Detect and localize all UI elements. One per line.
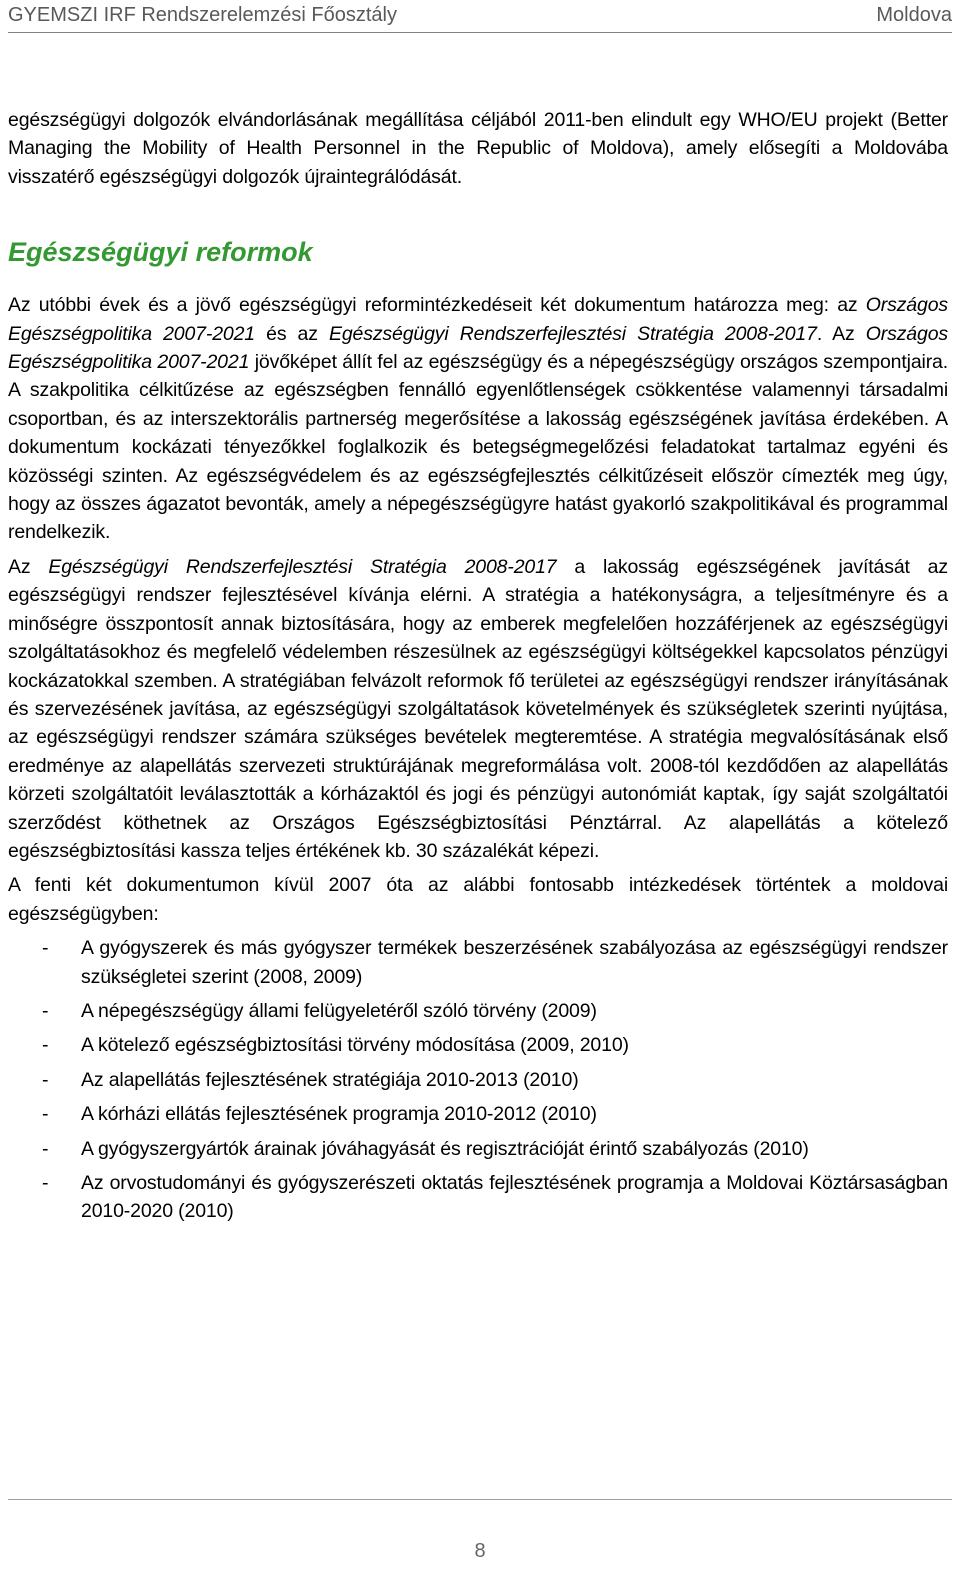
list-item-text: A gyógyszergyártók árainak jóváhagyását és regisztrációját érintő szabályozás (2010) bbox=[81, 1137, 809, 1160]
list-marker: - bbox=[42, 1137, 49, 1160]
list-item bbox=[8, 934, 948, 991]
document-title-national-policy: Országos Egészségpolitika 2007-2021 bbox=[8, 294, 948, 345]
list-marker: - bbox=[42, 1172, 49, 1194]
list-item bbox=[8, 997, 948, 1025]
document-body bbox=[8, 106, 948, 1232]
list-item bbox=[8, 1135, 948, 1163]
footer-divider bbox=[8, 1499, 952, 1500]
header-divider bbox=[8, 32, 952, 33]
section-heading: Egészségügyi reformok bbox=[8, 237, 313, 268]
text-run: Az bbox=[8, 555, 49, 578]
paragraph-strategy bbox=[8, 553, 948, 865]
page-header bbox=[8, 0, 952, 30]
list-item bbox=[8, 1169, 948, 1226]
list-item-text: Az alapellátás fejlesztésének stratégiája 2010-2013 (2010) bbox=[81, 1068, 579, 1091]
list-item-text: A kórházi ellátás fejlesztésének programja 2010-2012 (2010) bbox=[81, 1103, 597, 1126]
text-run: jövőképet állít fel az egészségügy és a népegészségügy országos szempontjaira. A szakpolitika célkitűzése az egészségben fennálló egyenlőtlenségek csökkentése valamennyi társadalmi csoportban, és az interszektorális partnerség megerősítése a lakosság egészségének javítása érdekében. A dokumentum kockázati tényezőkkel foglalkozik és betegségmegelőzési feladatokat tartalmaz egyéni és közösségi szinten. Az egészségvédelem és az egészségfejlesztés célkitűzéseit először címezték meg úgy, hogy az összes ágazatot bevonták, amely a népegészségügyre hatást gyakorló szakpolitikával és programmal rendelkezik. bbox=[8, 351, 949, 544]
paragraph-measures-intro: A fenti két dokumentumon kívül 2007 óta az alábbi fontosabb intézkedések történtek a moldovai egészségügyben: bbox=[8, 874, 948, 925]
intro-paragraph: egészségügyi dolgozók elvándorlásának megállítása céljából 2011-ben elindult egy WHO/EU projekt (Better Managing the Mobility of Health Personnel in the Republic of Moldova), amely elősegíti a Moldovába visszatérő egészségügyi dolgozók újraintegrálódását. bbox=[8, 109, 948, 188]
list-item-text: Az orvostudományi és gyógyszerészeti oktatás fejlesztésének programja a Moldovai Köztársaságban 2010-2020 (2010) bbox=[81, 1172, 948, 1223]
document-title-strategy: Egészségügyi Rendszerfejlesztési Stratégia 2008-2017 bbox=[48, 555, 557, 578]
list-marker: - bbox=[42, 1103, 49, 1126]
list-item-text: A kötelező egészségbiztosítási törvény módosítása (2009, 2010) bbox=[81, 1034, 629, 1057]
header-org-name: GYEMSZI IRF Rendszerelemzési Főosztály bbox=[8, 3, 397, 26]
list-marker: - bbox=[42, 999, 49, 1022]
text-run: a lakosság egészségének javítását az egészségügyi rendszer fejlesztésével kívánja elérni. A stratégia a hatékonyságra, a teljesítményre és a minőségre összpontosít annak biztosítására, hogy az emberek megfelelően hozzáférjenek az egészségügyi szolgáltatásokhoz és megfelelő védelemben részesülnek az egészségügyi költségekkel kapcsolatos pénzügyi kockázatokkal szemben. A stratégiában felvázolt reformok fő területei az egészségügyi rendszer irányításának és szervezésének javítása, az egészségügyi szolgáltatások követelmények és szükségletek szerinti nyújtása, az egészségügyi rendszer számára szükséges bevételek megteremtése. A stratégia megvalósításának első eredménye az alapellátás szervezeti struktúrájának megreformálása volt. 2008-tól kezdődően az alapellátás körzeti szolgáltatóit leválasztották a kórházaktól és jogi és pénzügyi autonómiát kaptak, így saját szolgáltatói szerződést köthetnek az Országos Egészségbiztosítási Pénztárral. Az alapellátás a kötelező egészségbiztosítási kassza teljes értékének kb. 30 százalékát képezi. bbox=[8, 555, 948, 862]
text-run: . Az bbox=[816, 322, 866, 345]
list-item bbox=[8, 1031, 948, 1059]
list-marker: - bbox=[42, 1068, 49, 1091]
page-number: 8 bbox=[474, 1540, 486, 1562]
header-country: Moldova bbox=[876, 3, 952, 26]
text-run: és az bbox=[254, 322, 329, 345]
list-item-text: A gyógyszerek és más gyógyszer termékek beszerzésének szabályozása az egészségügyi rendszer szükségletei szerint (2008, 2009) bbox=[81, 937, 948, 988]
list-item bbox=[8, 1100, 948, 1128]
text-run: Az utóbbi évek és a jövő egészségügyi reformintézkedéseit két dokumentum határozza meg: az bbox=[8, 294, 866, 317]
measures-list bbox=[8, 934, 948, 1226]
paragraph-health-policy bbox=[8, 291, 948, 547]
list-marker: - bbox=[42, 937, 49, 960]
list-marker: - bbox=[42, 1034, 49, 1057]
list-item-text: A népegészségügy állami felügyeletéről szóló törvény (2009) bbox=[81, 999, 597, 1022]
list-item bbox=[8, 1066, 948, 1094]
document-title-national-policy: Országos Egészségpolitika 2007-2021 bbox=[8, 322, 948, 374]
document-title-strategy: Egészségügyi Rendszerfejlesztési Stratégia 2008-2017 bbox=[328, 322, 817, 345]
